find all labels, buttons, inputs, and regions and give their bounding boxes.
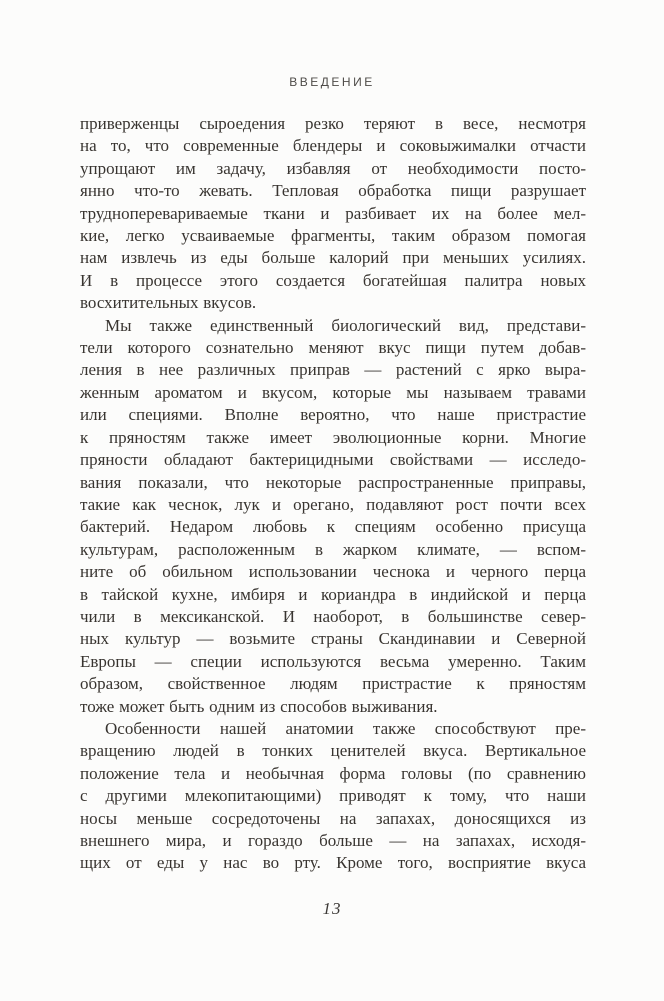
text-line: восхитительных вкусов. bbox=[80, 293, 257, 313]
text-line: вания показали, что некоторые распространенные приправы, bbox=[80, 472, 586, 492]
text-line: культурам, расположенным в жарком климате, — вспом- bbox=[80, 539, 586, 559]
text-line: носы меньше сосредоточены на запахах, доносящихся из bbox=[80, 808, 586, 828]
text-line: кие, легко усваиваемые фрагменты, таким образом помогая bbox=[80, 226, 586, 246]
text-line: образом, свойственное людям пристрастие к пряностям bbox=[80, 674, 586, 694]
text-line: с другими млекопитающими) приводят к тому, что наши bbox=[80, 786, 586, 806]
text-line: И в процессе этого создается богатейшая палитра новых bbox=[80, 270, 586, 290]
text-line: нам извлечь из еды больше калорий при меньших усилиях. bbox=[80, 248, 586, 268]
text-line: тели которого сознательно меняют вкус пищи путем добав- bbox=[80, 338, 586, 358]
page-number: 13 bbox=[322, 899, 342, 918]
text-line: ните об обильном использовании чеснока и черного перца bbox=[80, 562, 586, 582]
text-line: упрощают им задачу, избавляя от необходимости посто- bbox=[80, 158, 586, 178]
text-line: ных культур — возьмите страны Скандинавии и Северной bbox=[80, 629, 586, 649]
text-block bbox=[80, 113, 586, 875]
text-line: тоже может быть одним из способов выживания. bbox=[80, 696, 438, 716]
text-line: такие как чеснок, лук и орегано, подавляют рост почти всех bbox=[80, 494, 586, 514]
text-line: Мы также единственный биологический вид, представи- bbox=[105, 315, 586, 335]
text-line: в тайской кухне, имбиря и кориандра в индийской и перца bbox=[80, 584, 586, 604]
text-line: или специями. Вполне вероятно, что наше пристрастие bbox=[80, 405, 586, 425]
text-line: к пряностям также имеет эволюционные корни. Многие bbox=[80, 427, 586, 447]
text-line: на то, что современные блендеры и соковыжималки отчасти bbox=[80, 136, 586, 156]
text-line: вращению людей в тонких ценителей вкуса. Вертикальное bbox=[80, 741, 586, 761]
text-line: щих от еды у нас во рту. Кроме того, восприятие вкуса bbox=[80, 853, 586, 873]
running-header: ВВЕДЕНИЕ bbox=[289, 75, 375, 89]
text-line: чили в мексиканской. И наоборот, в большинстве север- bbox=[80, 606, 586, 626]
text-line: янно что-то жевать. Тепловая обработка пищи разрушает bbox=[80, 181, 586, 201]
text-line: Особенности нашей анатомии также способствуют пре- bbox=[105, 718, 586, 738]
text-line: Европы — специи используются весьма умеренно. Таким bbox=[80, 651, 586, 671]
text-line: ления в нее различных приправ — растений с ярко выра- bbox=[80, 360, 586, 380]
text-line: пряности обладают бактерицидными свойствами — исследо- bbox=[80, 450, 586, 470]
text-line: женным ароматом и вкусом, которые мы называем травами bbox=[80, 382, 586, 402]
text-line: трудноперевариваемые ткани и разбивает их на более мел- bbox=[80, 203, 586, 223]
text-line: бактерий. Недаром любовь к специям особенно присуща bbox=[80, 517, 586, 537]
text-line: внешнего мира, и гораздо больше — на запахах, исходя- bbox=[80, 831, 586, 850]
text-line: приверженцы сыроедения резко теряют в весе, несмотря bbox=[80, 114, 586, 133]
text-line: положение тела и необычная форма головы (по сравнению bbox=[80, 763, 586, 783]
